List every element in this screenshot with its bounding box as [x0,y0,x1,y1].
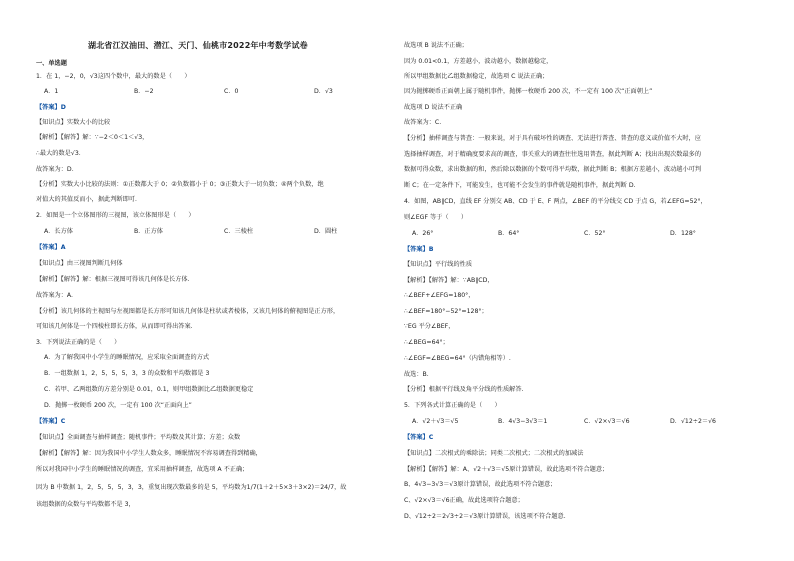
q4-summary: 【分析】根据平行线及角平分线的性质解答. [404,386,524,393]
option-2: C．√2×√3＝√6 [584,418,630,425]
option-2: C．0 [224,88,239,95]
option-0: A．1 [44,88,59,95]
option-2: C．三棱柱 [224,228,254,235]
q2-analysis: 【解析】【解答】解：根据三视图可得该几何体是长方体. [36,276,190,283]
q3-answer: 【答案】C [36,418,66,425]
q3-conclusion: 故答案为：C. [404,119,442,126]
q3-option-c: C．若甲、乙两组数的方差分别是 0.01，0.1，则甲组数据比乙组数据更稳定 [44,386,254,393]
section-heading: 一、单选题 [36,60,67,67]
option-0: A．26° [412,230,434,237]
exam-title: 湖北省江汉油田、潜江、天门、仙桃市2022年中考数学试卷 [88,41,308,50]
q2-answer: 【答案】A [36,244,66,251]
q4-answer: 【答案】B [404,246,434,253]
option-3: D．128° [670,230,696,237]
q4-conclusion: 故选：B. [404,371,429,378]
q3-summary-3: 数据可得众数，求出数据的和，然后除以数据的个数可得平均数，据此判断 B；根据方差越小，波动越小可判 [404,166,702,173]
q4-analysis-3: ∴∠BEF=180°−52°=128°； [404,308,488,315]
option-3: D．√3 [314,88,333,95]
q1-answer: 【答案】D [36,104,66,111]
q1-analysis-2: ∴最大的数是√3． [36,150,85,157]
q5-options [404,418,756,426]
q4-analysis-5: ∴∠BEG=64°； [404,339,449,346]
q1-knowledge: 【知识点】实数大小的比较 [36,119,111,126]
q5-analysis-b: B、4√3−3√3＝√3原计算错误，故此选项不符合题意； [404,481,557,488]
q3-analysis-8: 因为抛掷硬币正面朝上属于随机事件，抛掷一枚硬币 200 次，不一定有 100 次“正面朝上” [404,88,653,95]
q1-summary: 【分析】实数大小比较的法则：①正数都大于 0；②负数都小于 0；③正数大于一切负数；④两个负数，绝 [36,181,324,188]
q2-knowledge: 【知识点】由三视图判断几何体 [36,260,123,267]
option-1: B．−2 [134,88,154,95]
q4-analysis: 【解析】【解答】解：∵AB∥CD， [404,277,494,284]
q2-summary: 【分析】该几何体的主视图与左视图都是长方形可知该几何体是柱状或者棱体，又该几何体的俯视图是正方形， [36,308,340,315]
q3-option-d: D．抛掷一枚硬币 200 次，一定有 100 次“正面向上” [44,402,192,409]
q3-option-b: B．一组数据 1，2，5，5，5，3，3 的众数和平均数都是 3 [44,370,210,377]
option-1: B．正方体 [134,228,163,235]
question-3: 3．下列说法正确的是（ ） [36,339,121,346]
option-0: A．长方体 [44,228,73,235]
q3-summary: 【分析】抽样调查与普查：一般来说，对于具有破坏性的调查、无法进行普查、普查的意义或价值不大时，应 [404,135,701,142]
question-2: 2．如图是一个立体图形的三视图，该立体图形是（ ） [36,212,195,219]
q3-analysis-7: 所以甲组数据比乙组数据稳定，故选项 C 说法正确； [404,73,549,80]
q3-knowledge: 【知识点】全面调查与抽样调查；随机事件；平均数及其计算；方差；众数 [36,434,241,441]
q3-analysis-2: 所以对我国中小学生的睡眠情况的调查，宜采用抽样调查，故选项 A 不正确； [36,466,249,473]
q3-analysis: 【解析】【解答】解：因为我国中小学生人数众多，睡眠情况不容易调查得到精确， [36,450,262,457]
q3-option-a: A．为了解我国中小学生的睡眠情况，应采取全面调查的方式 [44,354,210,361]
q3-summary-2: 选择抽样调查，对于精确度要求高的调查，事关重大的调查往往选用普查，据此判断 A；找出出现次数最多的 [404,151,702,158]
q3-analysis-6: 因为 0.01<0.1，方差越小，波动越小，数据越稳定， [404,58,553,65]
option-1: B．64° [498,230,520,237]
q2-options [36,228,404,236]
q1-conclusion: 故答案为：D． [36,166,78,173]
q3-analysis-5: 故选项 B 说法不正确； [404,42,468,49]
q1-summary-2: 对值大的其值反而小，据此判断即可． [36,196,142,203]
q4-analysis-4: ∵EG 平分∠BEF， [404,323,455,330]
q5-analysis-c: C、√2×√3＝√6正确，故此选项符合题意； [404,497,524,504]
option-1: B．4√3−3√3＝1 [498,418,548,425]
q5-answer: 【答案】C [404,434,434,441]
question-4: 4．如图，AB∥CD，直线 EF 分别交 AB、CD 于 E、F 两点，∠BEF 的平分线交 CD 于点 G，若∠EFG=52°， [404,198,707,205]
option-2: C．52° [584,230,606,237]
q3-summary-4: 断 C；在一定条件下，可能发生，也可能不会发生的事件就是随机事件，据此判断 D. [404,182,636,189]
option-0: A．√2＋√3＝√5 [412,418,459,425]
q5-analysis: 【解析】【解答】解：A、√2＋√3＝√5原计算错误，故此选项不符合题意； [404,466,609,473]
q3-analysis-4: 该组数据的众数与平均数都不是 3， [36,501,135,508]
q4-knowledge: 【知识点】平行线的性质 [404,261,473,268]
q3-analysis-9: 故选项 D 说法不正确 [404,104,463,111]
q2-summary-2: 可知该几何体是一个四棱柱即长方体，从而即可得出答案. [36,323,193,330]
option-3: D．圆柱 [314,228,338,235]
question-5: 5．下列各式计算正确的是（ ） [404,402,501,409]
q4-analysis-2: ∴∠BEF+∠EFG=180°， [404,292,475,299]
q4-options [404,230,756,238]
q5-analysis-d: D、√12÷2＝2√3÷2＝√3原计算错误，该选项不符合题意. [404,513,566,520]
question-1: 1．在 1，−2，0，√3这四个数中，最大的数是（ ） [36,73,191,80]
q5-knowledge: 【知识点】二次根式的乘除法；同类二次根式；二次根式的加减法 [404,450,584,457]
option-3: D．√12÷2＝√6 [670,418,716,425]
q2-conclusion: 故答案为：A. [36,292,74,299]
q1-options [36,88,404,96]
question-4-line-2: 则∠EGF 等于（ ） [404,214,468,221]
q3-analysis-3: 因为 B 中数据 1，2，5，5，5，3，3，重复出现次数最多的是 5，平均数为1/7(1＋2＋5×3＋3×2)＝24/7，故 [36,484,347,491]
q1-analysis: 【解析】【解答】解：∵−2＜0＜1＜√3， [36,134,149,141]
q4-analysis-6: ∴∠EGF=∠BEG=64°（内错角相等）. [404,355,511,362]
